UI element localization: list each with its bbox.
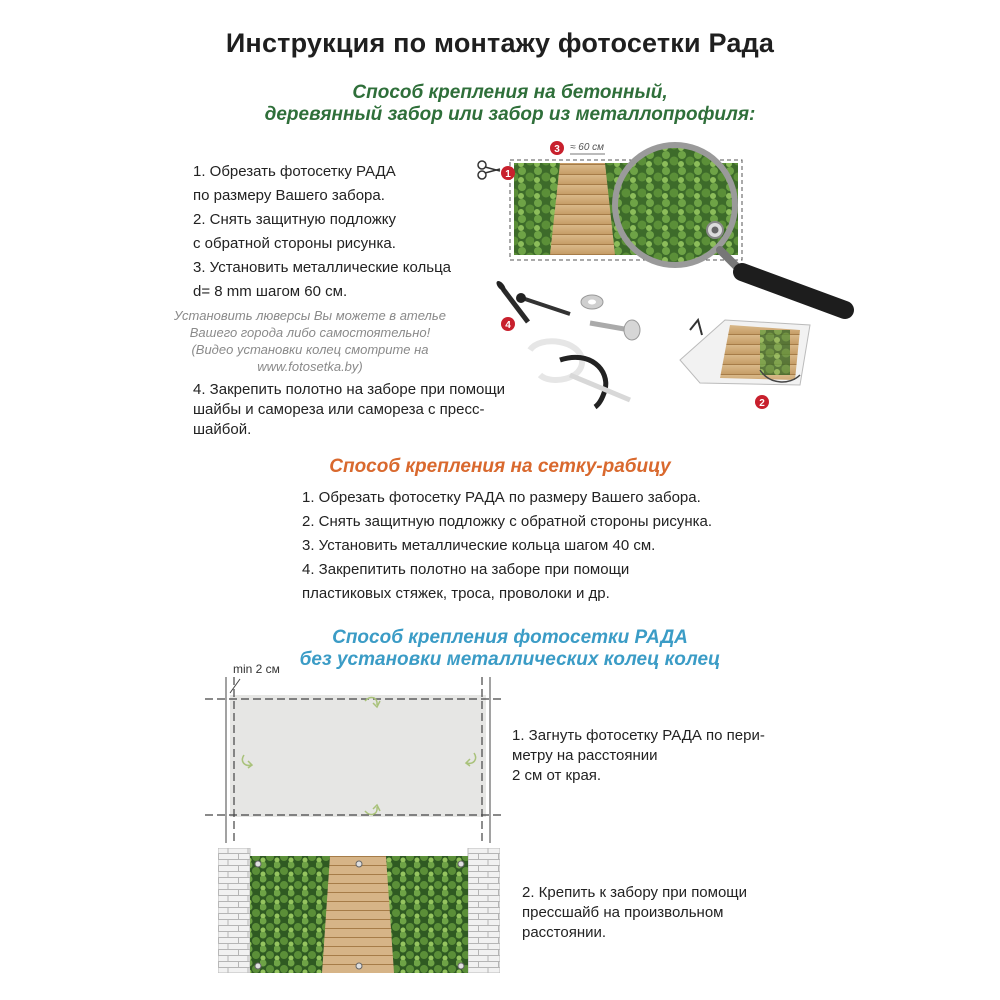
mounting-illustration [470, 135, 860, 415]
page-title: Инструкция по монтажу фотосетки Рада [225, 28, 775, 58]
section1-step-line: по размеру Вашего забора. [193, 187, 385, 204]
section1-step-line: 2. Снять защитную подложку [193, 211, 397, 228]
badge-3 [550, 141, 564, 155]
note-line: Вашего города либо самостоятельно! [189, 325, 431, 340]
washer-icon [581, 295, 603, 309]
fold-diagram [200, 655, 510, 845]
section2-steps [302, 486, 712, 606]
spacing-label: ≈ 60 см [570, 142, 605, 153]
folded-mesh-sample [680, 320, 810, 385]
section1-step4 [193, 380, 505, 440]
section3-step2 [522, 883, 747, 943]
svg-text:1: 1 [505, 169, 511, 180]
svg-text:4: 4 [505, 320, 511, 331]
note-line: (Видео установки колец смотрите на [191, 342, 429, 357]
section3-step1 [512, 726, 765, 786]
badge-4 [501, 317, 515, 331]
badge-1 [501, 166, 515, 180]
section1-step-line: 1. Обрезать фотосетку РАДА [193, 163, 396, 180]
step4-line: шайбой. [193, 421, 252, 438]
section3-step2-line: расстоянии. [522, 924, 607, 941]
section3-heading-line1: Способ крепления фотосетки РАДА [332, 627, 688, 648]
step4-line: шайбы и самореза или самореза с пресс- [193, 401, 485, 418]
badge-2 [755, 395, 769, 409]
section1-step-line: с обратной стороны рисунка. [193, 235, 396, 252]
press-washer-screw-icon [590, 320, 640, 340]
section1-heading-line2: деревянный забор или забор из металлопрофиля: [264, 104, 756, 125]
section2-step-line: 1. Обрезать фотосетку РАДА по размеру Вашего забора. [302, 489, 701, 506]
note-line: www.fotosetka.by) [257, 359, 363, 374]
section1-heading-line1: Способ крепления на бетонный, [352, 82, 668, 103]
section2-heading: Способ крепления на сетку-рабицу [329, 456, 671, 477]
step4-line: 4. Закрепить полотно на заборе при помощи [193, 381, 506, 398]
section3-step1-line: метру на расстоянии [512, 747, 658, 764]
brick-fence-picture [218, 848, 500, 973]
svg-text:2: 2 [759, 398, 765, 409]
note-line: Установить люверсы Вы можете в ателье [174, 308, 446, 323]
section3-step1-line: 1. Загнуть фотосетку РАДА по пери- [512, 727, 765, 744]
section3-heading-line2: без установки металлических колец колец [299, 649, 721, 670]
section2-step-line: 3. Установить металлические кольца шагом 40 см. [302, 537, 656, 554]
section3-step1-line: 2 см от края. [512, 767, 602, 784]
section2-step-line: 4. Закрепитить полотно на заборе при помощи [302, 561, 630, 578]
section1-steps [193, 160, 451, 304]
min-margin-label: min 2 см [233, 662, 280, 676]
scissors-icon [478, 161, 500, 179]
svg-text:3: 3 [554, 144, 560, 155]
section2-step-line: 2. Снять защитную подложку с обратной стороны рисунка. [302, 513, 713, 530]
screw-icon [495, 279, 570, 322]
section2-step-line: пластиковых стяжек, троса, проволоки и др. [302, 585, 610, 602]
section1-step-line: 3. Установить металлические кольца [193, 259, 452, 276]
section3-step2-line: прессшайб на произвольном [522, 904, 724, 921]
cable-tie-icon [530, 341, 630, 407]
section3-step2-line: 2. Крепить к забору при помощи [522, 884, 748, 901]
section1-step-line: d= 8 mm шагом 60 см. [193, 283, 348, 300]
section1-note [160, 307, 460, 375]
